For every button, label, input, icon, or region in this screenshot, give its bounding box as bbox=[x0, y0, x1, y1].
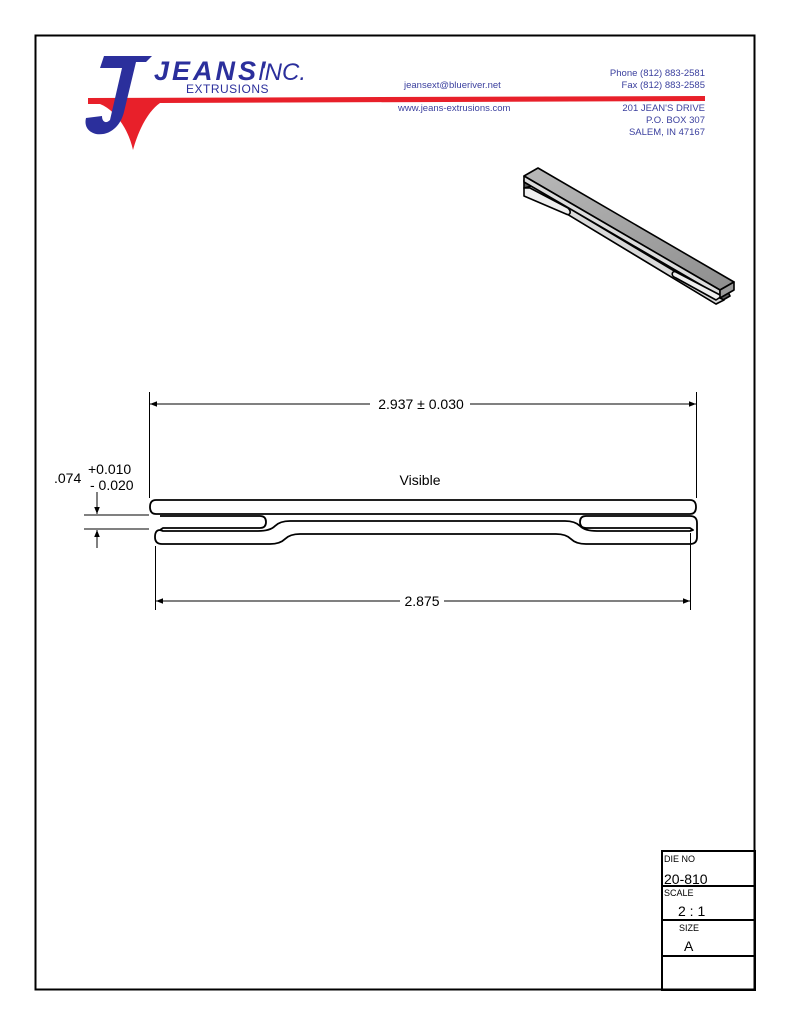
die-no-value: 20-810 bbox=[664, 871, 708, 887]
part-lower-profile bbox=[155, 516, 697, 544]
view-label: Visible bbox=[399, 472, 441, 488]
address-line-3: SALEM, IN 47167 bbox=[628, 127, 705, 138]
company-phone: Phone (812) 883-2581 bbox=[609, 68, 705, 79]
part-outline bbox=[150, 500, 697, 544]
company-email: jeansext@blueriver.net bbox=[404, 80, 501, 91]
logo-red-swoosh bbox=[88, 96, 705, 150]
scale-value: 2 : 1 bbox=[678, 903, 706, 919]
dimension-thickness-value: .074 bbox=[54, 470, 82, 486]
size-value: A bbox=[684, 938, 694, 954]
part-upper-leg bbox=[150, 500, 696, 514]
tolerance-plus: +0.010 bbox=[88, 461, 132, 477]
isometric-view bbox=[524, 168, 734, 304]
size-label: SIZE bbox=[679, 923, 700, 933]
company-fax: Fax (812) 883-2585 bbox=[621, 80, 705, 91]
logo-name: JEANS' bbox=[154, 56, 269, 86]
scale-label: SCALE bbox=[664, 888, 694, 898]
dimension-thickness bbox=[84, 492, 149, 548]
tolerance-minus: - 0.020 bbox=[90, 477, 134, 493]
address-line-2: P.O. BOX 307 bbox=[646, 115, 705, 126]
die-no-label: DIE NO bbox=[664, 854, 696, 864]
iso-top-face bbox=[524, 168, 734, 290]
address-line-1: 201 JEAN'S DRIVE bbox=[622, 103, 705, 114]
iso-front-edge bbox=[524, 176, 720, 296]
page-border bbox=[36, 36, 755, 990]
dimension-overall-bottom-label: 2.875 bbox=[404, 593, 440, 609]
logo-division: EXTRUSIONS bbox=[186, 82, 270, 96]
company-website: www.jeans-extrusions.com bbox=[398, 103, 511, 114]
dimension-overall-top-label: 2.937 ± 0.030 bbox=[378, 396, 464, 412]
logo-suffix: INC. bbox=[258, 59, 306, 86]
